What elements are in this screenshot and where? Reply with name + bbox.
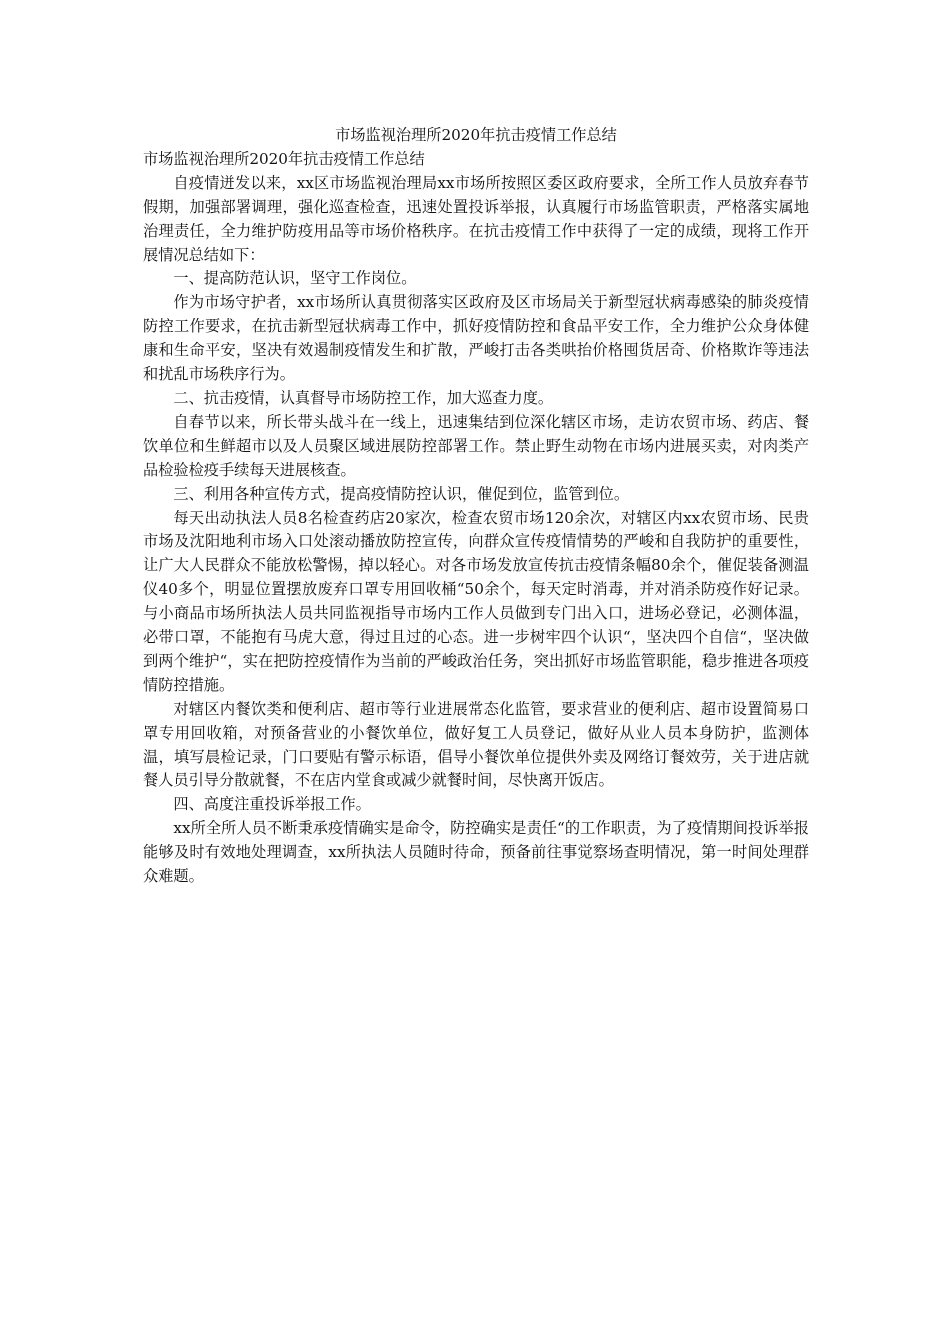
section-heading-4: 四、高度注重投诉举报工作。	[173, 795, 371, 814]
section-heading-2: 二、抗击疫情，认真督导市场防控工作，加大巡查力度。	[173, 388, 554, 407]
paragraph-section-2: 自春节以来，所长带头战斗在一线上，迅速集结到位深化辖区市场，走访农贸市场、药店、餐饮单位和生鲜超市以及人员聚区域进展防控部署工作。禁止野生动物在市场内进展买卖，对肉类产品检验检疫手续每天进展核查。	[143, 412, 809, 479]
paragraph-section-3b: 对辖区内餐饮类和便利店、超市等行业进展常态化监管，要求营业的便利店、超市设置简易口罩专用回收箱，对预备营业的小餐饮单位，做好复工人员登记，做好从业人员本身防护，监测体温，填写晨检记录，门口要贴有警示标语，倡导小餐饮单位提供外卖及网络订餐效劳，关于进店就餐人员引导分散就餐，不在店内堂食或减少就餐时间，尽快离开饭店。	[143, 699, 809, 790]
document-title: 市场监视治理所2020年抗击疫情工作总结	[335, 126, 617, 144]
document-body	[143, 124, 809, 889]
section-heading-3: 三、利用各种宣传方式，提高疫情防控认识，催促到位，监管到位。	[173, 484, 630, 503]
paragraph-intro: 自疫情迸发以来，xx区市场监视治理局xx市场所按照区委区政府要求，全所工作人员放弃春节假期，加强部署调理，强化巡查检查，迅速处置投诉举报，认真履行市场监管职责，严格落实属地治理责任，全力维护防疫用品等市场价格秩序。在抗击疫情工作中获得了一定的成绩，现将工作开展情况总结如下：	[143, 173, 809, 264]
paragraph-section-4: xx所全所人员不断秉承疫情确实是命令，防控确实是责任“的工作职责，为了疫情期间投诉举报能够及时有效地处理调查，xx所执法人员随时待命，预备前往事觉察场查明情况，第一时间处理群众难题。	[143, 819, 809, 886]
paragraph-section-3a: 每天出动执法人员8名检查药店20家次，检查农贸市场120余次，对辖区内xx农贸市场、民贵市场及沈阳地利市场入口处滚动播放防控宣传，向群众宣传疫情情势的严峻和自我防护的重要性，让广大人民群众不能放松警惕，掉以轻心。对各市场发放宣传抗击疫情条幅80余个，催促装备测温仪40多个，明显位置摆放废弃口罩专用回收桶“50余个，每天定时消毒，并对消杀防疫作好记录。与小商品市场所执法人员共同监视指导市场内工作人员做到专门出入口，进场必登记，必测体温，必带口罩，不能抱有马虎大意，得过且过的心态。进一步树牢四个认识“，坚决四个自信“，坚决做到两个维护“，实在把防控疫情作为当前的严峻政治任务，突出抓好市场监管职能，稳步推进各项疫情防控措施。	[143, 508, 809, 694]
document-subtitle: 市场监视治理所2020年抗击疫情工作总结	[143, 149, 425, 168]
paragraph-section-1: 作为市场守护者，xx市场所认真贯彻落实区政府及区市场局关于新型冠状病毒感染的肺炎疫情防控工作要求，在抗击新型冠状病毒工作中，抓好疫情防控和食品平安工作，全力维护公众身体健康和生命平安，坚决有效遏制疫情发生和扩散，严峻打击各类哄抬价格囤货居奇、价格欺诈等违法和扰乱市场秩序行为。	[143, 293, 809, 384]
section-heading-1: 一、提高防范认识，坚守工作岗位。	[173, 269, 417, 288]
